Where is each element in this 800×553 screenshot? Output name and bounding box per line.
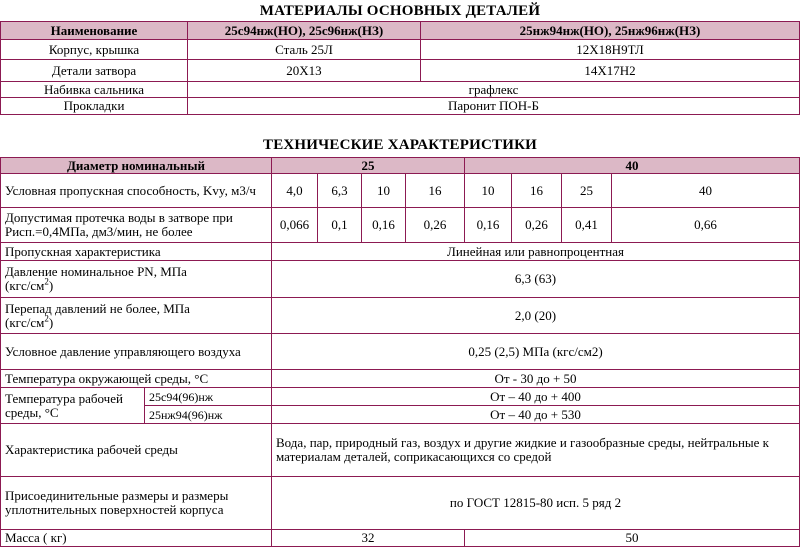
row-label: Корпус, крышка bbox=[1, 40, 188, 60]
materials-header-row bbox=[1, 22, 800, 40]
cell: 32 bbox=[272, 530, 465, 547]
cell: 0,66 bbox=[612, 208, 800, 243]
row-label: Масса ( кг) bbox=[1, 530, 272, 547]
row-label: Пропускная характеристика bbox=[1, 243, 272, 261]
cell: 2,0 (20) bbox=[272, 298, 800, 334]
model-label: 25с94(96)нж bbox=[145, 388, 272, 406]
header-model-2: 25нж94нж(НО), 25нж96нж(НЗ) bbox=[421, 22, 800, 40]
cell: по ГОСТ 12815-80 исп. 5 ряд 2 bbox=[272, 477, 800, 530]
cell: Паронит ПОН-Б bbox=[188, 98, 800, 115]
cell: 0,066 bbox=[272, 208, 318, 243]
specs-table bbox=[0, 157, 800, 547]
label-unit: (кгс/см bbox=[5, 278, 45, 293]
header-diameter: Диаметр номинальный bbox=[1, 158, 272, 174]
header-dn40: 40 bbox=[465, 158, 800, 174]
cell: 16 bbox=[406, 174, 465, 208]
label-unit: (кгс/см bbox=[5, 314, 45, 330]
label-text: Перепад давлений не более, МПа bbox=[5, 300, 190, 316]
label-sup: 2 bbox=[44, 276, 49, 287]
row-label: Допустимая протечка воды в затворе при Рисп.=0,4МПа, дм3/мин, не более bbox=[1, 208, 272, 243]
label-text: Давление номинальное PN, МПа bbox=[5, 264, 187, 279]
row-label: Температура окружающей среды, °С bbox=[1, 370, 272, 388]
cell: 14Х17Н2 bbox=[421, 60, 800, 82]
table-row-ambient bbox=[1, 370, 800, 388]
row-label: Набивка сальника bbox=[1, 82, 188, 98]
label-close: ) bbox=[48, 278, 54, 293]
table-row bbox=[1, 40, 800, 60]
label-sup: 2 bbox=[44, 313, 49, 324]
cell: 25 bbox=[562, 174, 612, 208]
cell: От – 40 до + 400 bbox=[272, 388, 800, 406]
cell: 50 bbox=[465, 530, 800, 547]
cell: 10 bbox=[465, 174, 512, 208]
cell: От – 40 до + 530 bbox=[272, 406, 800, 424]
specs-header-row bbox=[1, 158, 800, 174]
table-row-connect bbox=[1, 477, 800, 530]
table-row-mass bbox=[1, 530, 800, 547]
row-label: Температура рабочей среды, °С bbox=[1, 388, 145, 424]
header-name: Наименование bbox=[1, 22, 188, 40]
cell: 6,3 (63) bbox=[272, 261, 800, 298]
cell: графлекс bbox=[188, 82, 800, 98]
row-label: Прокладки bbox=[1, 98, 188, 115]
header-model-1: 25с94нж(НО), 25с96нж(НЗ) bbox=[188, 22, 421, 40]
materials-table bbox=[0, 21, 800, 115]
cell: 20Х13 bbox=[188, 60, 421, 82]
row-label: Характеристика рабочей среды bbox=[1, 424, 272, 477]
row-label bbox=[1, 261, 272, 298]
row-label bbox=[1, 298, 272, 334]
table-row bbox=[1, 60, 800, 82]
cell: 0,41 bbox=[562, 208, 612, 243]
cell: 10 bbox=[362, 174, 406, 208]
table-row-ctrl-air bbox=[1, 334, 800, 370]
specs-title: ТЕХНИЧЕСКИЕ ХАРАКТЕРИСТИКИ bbox=[262, 137, 538, 153]
table-row bbox=[1, 98, 800, 115]
cell: Сталь 25Л bbox=[188, 40, 421, 60]
cell: 0,16 bbox=[362, 208, 406, 243]
model-label: 25нж94(96)нж bbox=[145, 406, 272, 424]
cell: 12Х18Н9ТЛ bbox=[421, 40, 800, 60]
cell: Линейная или равнопроцентная bbox=[272, 243, 800, 261]
label-close: ) bbox=[48, 314, 54, 330]
cell: 4,0 bbox=[272, 174, 318, 208]
row-label: Условная пропускная способность, Kvy, м3/ч bbox=[1, 174, 272, 208]
row-label: Условное давление управляющего воздуха bbox=[1, 334, 272, 370]
cell: От - 30 до + 50 bbox=[272, 370, 800, 388]
cell: 0,1 bbox=[318, 208, 362, 243]
table-row-work-temp bbox=[1, 388, 800, 406]
cell: 16 bbox=[512, 174, 562, 208]
row-label: Детали затвора bbox=[1, 60, 188, 82]
table-row-kvy bbox=[1, 174, 800, 208]
header-dn25: 25 bbox=[272, 158, 465, 174]
materials-title: МАТЕРИАЛЫ ОСНОВНЫХ ДЕТАЛЕЙ bbox=[259, 3, 541, 19]
table-row bbox=[1, 82, 800, 98]
cell: 0,26 bbox=[406, 208, 465, 243]
cell: 0,26 bbox=[512, 208, 562, 243]
cell: 0,25 (2,5) МПа (кгс/см2) bbox=[272, 334, 800, 370]
cell: 40 bbox=[612, 174, 800, 208]
row-label: Присоединительные размеры и размеры уплотнительных поверхностей корпуса bbox=[1, 477, 272, 530]
table-row-dp bbox=[1, 298, 800, 334]
table-row-leak bbox=[1, 208, 800, 243]
table-row-medium bbox=[1, 424, 800, 477]
cell: 0,16 bbox=[465, 208, 512, 243]
cell: Вода, пар, природный газ, воздух и другие жидкие и газообразные среды, нейтральные к материалам деталей, соприкасающихся со средой bbox=[272, 424, 800, 477]
table-row-pn bbox=[1, 261, 800, 298]
table-row-flow-char bbox=[1, 243, 800, 261]
cell: 6,3 bbox=[318, 174, 362, 208]
